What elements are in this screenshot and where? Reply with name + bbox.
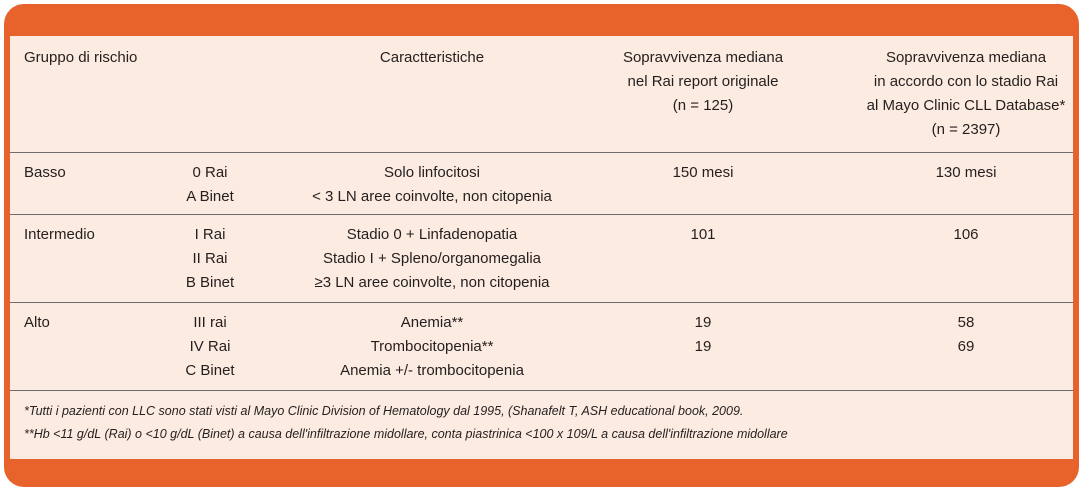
- characteristic-text: Anemia +/- trombocitopenia: [340, 362, 524, 379]
- stage-label: I Rai: [194, 226, 226, 243]
- footnote: *Tutti i pazienti con LLC sono stati visti al Mayo Clinic Division of Hematology dal 1995, (Shanafelt T, ASH educational book, 2009.: [24, 404, 744, 418]
- stage-label: A Binet: [186, 188, 234, 205]
- survival-value: 69: [957, 338, 975, 355]
- row-group-intermedio: Intermedio: [24, 226, 95, 243]
- stage-label: B Binet: [185, 274, 235, 291]
- row-mayo-basso: [830, 161, 1083, 185]
- characteristic-text: Stadio 0 + Linfadenopatia: [346, 226, 518, 243]
- header-mayo-line: Sopravvivenza mediana: [885, 49, 1047, 66]
- stage-label: 0 Rai: [192, 164, 228, 181]
- divider: [10, 390, 1073, 391]
- survival-value: 130 mesi: [935, 164, 997, 181]
- row-mayo-alto: [830, 311, 1083, 359]
- row-original-intermedio: [610, 223, 796, 247]
- header-group: Gruppo di rischio: [24, 49, 138, 66]
- stage-label: C Binet: [185, 362, 235, 379]
- row-group-alto: Alto: [24, 314, 50, 331]
- header-original-line: nel Rai report originale: [627, 73, 779, 90]
- row-characteristics-basso: [240, 161, 624, 209]
- survival-value: 106: [953, 226, 979, 243]
- header-mayo: [830, 46, 1083, 142]
- survival-value: 19: [694, 338, 712, 355]
- stage-label: II Rai: [192, 250, 228, 267]
- table-frame: [4, 4, 1079, 487]
- header-original: [610, 46, 796, 118]
- row-original-basso: [610, 161, 796, 185]
- survival-value: 150 mesi: [672, 164, 734, 181]
- divider: [10, 152, 1073, 153]
- row-mayo-intermedio: [830, 223, 1083, 247]
- stage-label: III rai: [193, 314, 227, 331]
- stage-label: IV Rai: [189, 338, 231, 355]
- survival-value: 58: [957, 314, 975, 331]
- header-mayo-line: (n = 2397): [931, 121, 1001, 138]
- footnote: **Hb <11 g/dL (Rai) o <10 g/dL (Binet) a causa dell'infiltrazione midollare, conta piastrinica <100 x 109/L a causa dell'infiltrazione midollare: [24, 427, 788, 441]
- characteristic-text: < 3 LN aree coinvolte, non citopenia: [312, 188, 552, 205]
- header-mayo-line: in accordo con lo stadio Rai: [873, 73, 1059, 90]
- header-original-line: Sopravvivenza mediana: [622, 49, 784, 66]
- characteristic-text: Solo linfocitosi: [384, 164, 480, 181]
- characteristic-text: Anemia**: [400, 314, 464, 331]
- row-characteristics-intermedio: [240, 223, 624, 295]
- row-group-basso: Basso: [24, 164, 66, 181]
- header-original-line: (n = 125): [672, 97, 734, 114]
- survival-value: 19: [694, 314, 712, 331]
- survival-value: 101: [690, 226, 716, 243]
- row-original-alto: [610, 311, 796, 359]
- divider: [10, 302, 1073, 303]
- table-panel: [10, 36, 1073, 459]
- divider: [10, 214, 1073, 215]
- header-characteristics: Caractteristiche: [379, 49, 485, 66]
- row-characteristics-alto: [240, 311, 624, 383]
- characteristic-text: Trombocitopenia**: [370, 338, 494, 355]
- characteristic-text: ≥3 LN aree coinvolte, non citopenia: [314, 274, 550, 291]
- characteristic-text: Stadio I + Spleno/organomegalia: [322, 250, 542, 267]
- header-mayo-line: al Mayo Clinic CLL Database*: [866, 97, 1066, 114]
